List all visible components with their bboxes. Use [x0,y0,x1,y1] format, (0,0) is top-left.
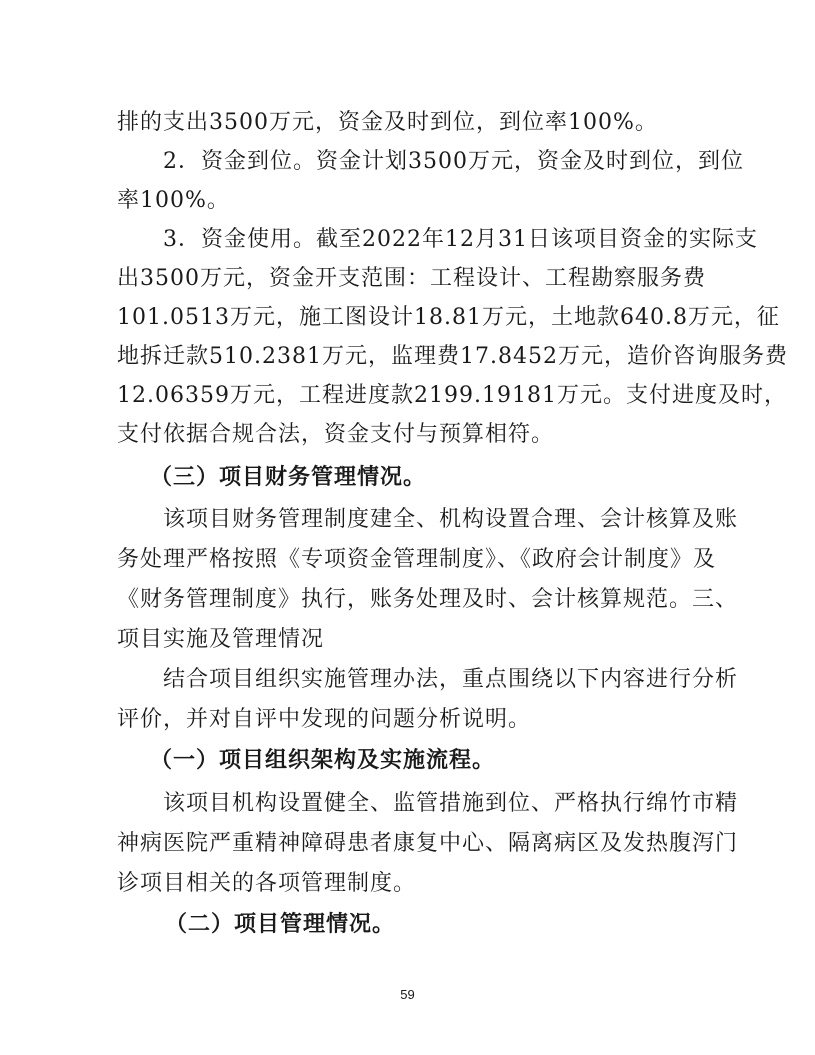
text-line: 2．资金到位。资金计划3500万元，资金及时到位，到位 [163,149,744,174]
text-line: 排的支出3500万元，资金及时到位，到位率100%。 [117,110,658,135]
text-line: 3．资金使用。截至2022年12月31日该项目资金的实际支 [163,227,758,252]
text-line: 评价，并对自评中发现的问题分析说明。 [117,707,532,732]
text-line: 该项目财务管理制度建全、机构设置合理、会计核算及账 [163,507,739,532]
text-line: 神病医院严重精神障碍患者康复中心、隔离病区及发热腹泻门 [117,831,739,856]
text-line: 率100%。 [117,188,230,213]
section-heading: （二）项目管理情况。 [165,911,396,937]
text-line: 出3500万元，资金开支范围：工程设计、工程勘察服务费 [117,266,706,291]
section-heading: （一）项目组织架构及实施流程。 [150,747,496,773]
text-line: 地拆迁款510.2381万元，监理费17.8452万元，造价咨询服务费 [117,344,788,369]
text-line: 项目实施及管理情况 [117,627,325,652]
text-line: 《财务管理制度》执行，账务处理及时、会计核算规范。三、 [117,587,739,612]
text-line: 诊项目相关的各项管理制度。 [117,871,417,896]
text-line: 结合项目组织实施管理办法，重点围绕以下内容进行分析 [163,667,739,692]
text-line: 支付依据合规合法，资金支付与预算相符。 [117,422,555,447]
text-line: 12.06359万元，工程进度款2199.19181万元。支付进度及时， [117,383,787,408]
text-line: 务处理严格按照《专项资金管理制度》、《政府会计制度》及 [117,547,717,572]
section-heading: （三）项目财务管理情况。 [150,464,427,490]
text-line: 101.0513万元，施工图设计18.81万元，土地款640.8万元，征 [117,305,780,330]
page-number: 59 [400,987,415,1002]
text-line: 该项目机构设置健全、监管措施到位、严格执行绵竹市精 [163,791,739,816]
